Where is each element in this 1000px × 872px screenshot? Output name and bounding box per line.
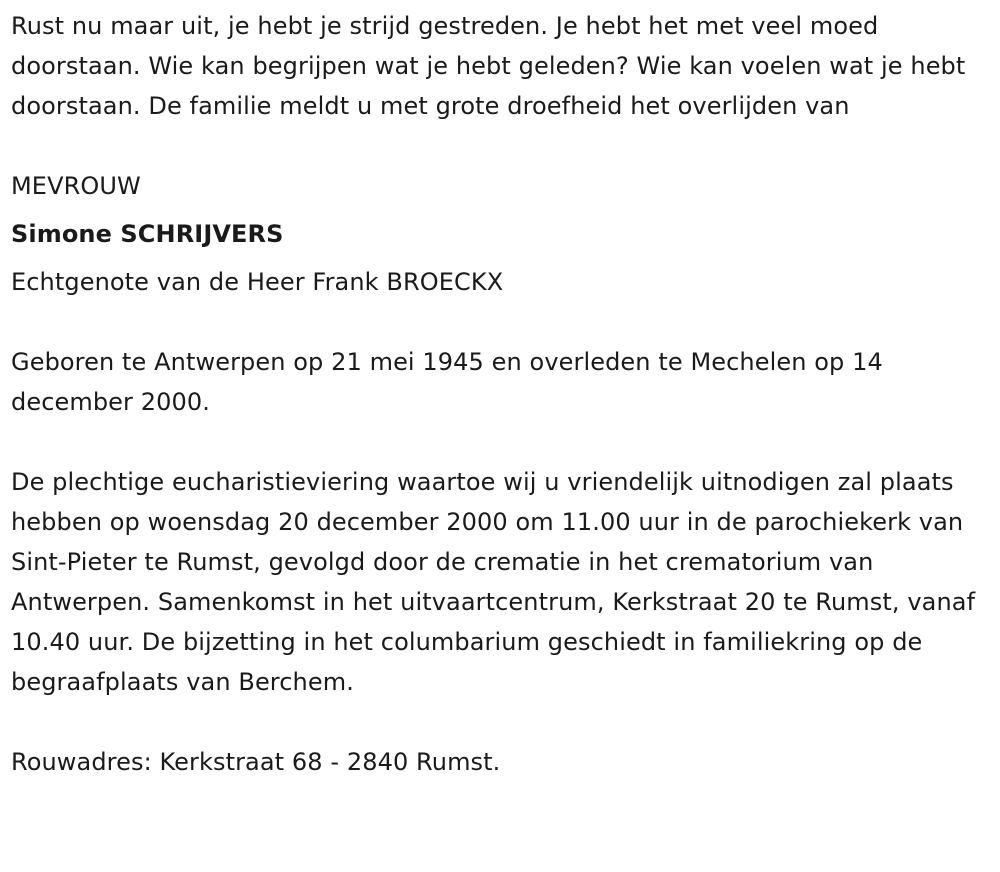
spacer: [11, 702, 995, 742]
ceremony-paragraph: De plechtige eucharistieviering waartoe wij u vriendelijk uitnodigen zal plaats hebben op woensdag 20 december 2000 om 11.00 uur in de parochiekerk van Sint-Pieter te Rumst, gevolgd door de crematie in het crematorium van Antwerpen. Samenkomst in het uitvaartcentrum, Kerkstraat 20 te Rumst, vanaf 10.40 uur. De bijzetting in het columbarium geschiedt in familiekring op de begraafplaats van Berchem.: [11, 468, 976, 696]
spacer: [11, 422, 995, 462]
birth-death-paragraph: Geboren te Antwerpen op 21 mei 1945 en overleden te Mechelen op 14 december 2000.: [11, 348, 883, 416]
spacer: [11, 254, 995, 262]
spacer: [11, 126, 995, 166]
spouse-line: Echtgenote van de Heer Frank BROECKX: [11, 268, 504, 296]
intro-paragraph: Rust nu maar uit, je hebt je strijd gestreden. Je hebt het met veel moed doorstaan. Wie kan begrijpen wat je hebt geleden? Wie kan voelen wat je hebt doorstaan. De familie meldt u met grote droefheid het overlijden van: [11, 12, 966, 120]
spacer: [11, 206, 995, 214]
honorific-title: MEVROUW: [11, 172, 141, 200]
obituary-document: [11, 6, 995, 782]
mourning-address: Rouwadres: Kerkstraat 68 - 2840 Rumst.: [11, 748, 501, 776]
spacer: [11, 302, 995, 342]
deceased-name: Simone SCHRIJVERS: [11, 220, 284, 248]
